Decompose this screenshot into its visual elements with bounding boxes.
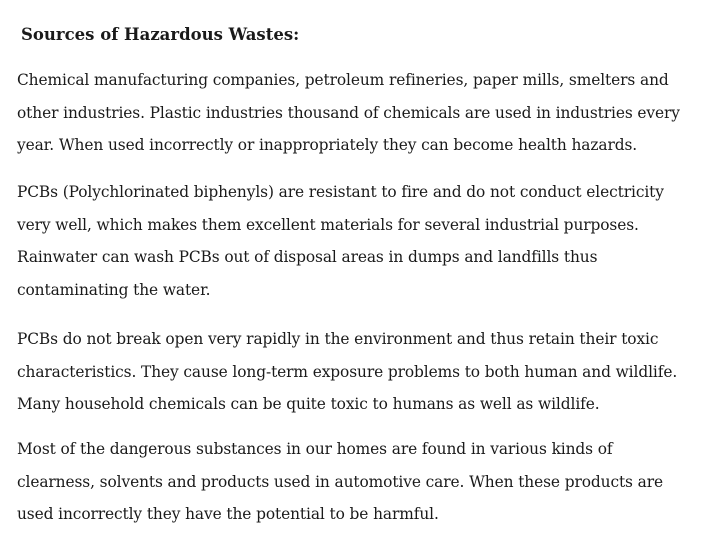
paragraph-line: PCBs do not break open very rapidly in the environment and thus retain their toxic: [17, 330, 659, 348]
paragraph-line: Rainwater can wash PCBs out of disposal areas in dumps and landfills thus: [17, 248, 598, 266]
paragraph-line: other industries. Plastic industries thousand of chemicals are used in industries every: [17, 103, 680, 122]
paragraph-line: contaminating the water.: [17, 280, 211, 299]
paragraph-line: used incorrectly they have the potential to be harmful.: [17, 505, 439, 523]
paragraph-line: PCBs (Polychlorinated biphenyls) are resistant to fire and do not conduct electricity: [17, 183, 664, 201]
paragraph-line: year. When used incorrectly or inappropriately they can become health hazards.: [17, 136, 638, 154]
paragraph-industrial-sources: [17, 64, 707, 162]
paragraph-line: characteristics. They cause long-term exposure problems to both human and wildlife.: [17, 362, 678, 381]
paragraph-line: Most of the dangerous substances in our homes are found in various kinds of: [17, 440, 613, 458]
paragraph-household-substances: [17, 433, 707, 531]
paragraph-line: Chemical manufacturing companies, petroleum refineries, paper mills, smelters and: [17, 71, 669, 89]
paragraph-pcbs-persistence: [17, 323, 707, 421]
section-heading: Sources of Hazardous Wastes:: [21, 25, 300, 44]
paragraph-line: Many household chemicals can be quite toxic to humans as well as wildlife.: [17, 395, 600, 413]
paragraph-line: clearness, solvents and products used in automotive care. When these products are: [17, 472, 663, 491]
paragraph-pcbs-properties: [17, 176, 707, 306]
paragraph-line: very well, which makes them excellent materials for several industrial purposes.: [17, 215, 639, 234]
